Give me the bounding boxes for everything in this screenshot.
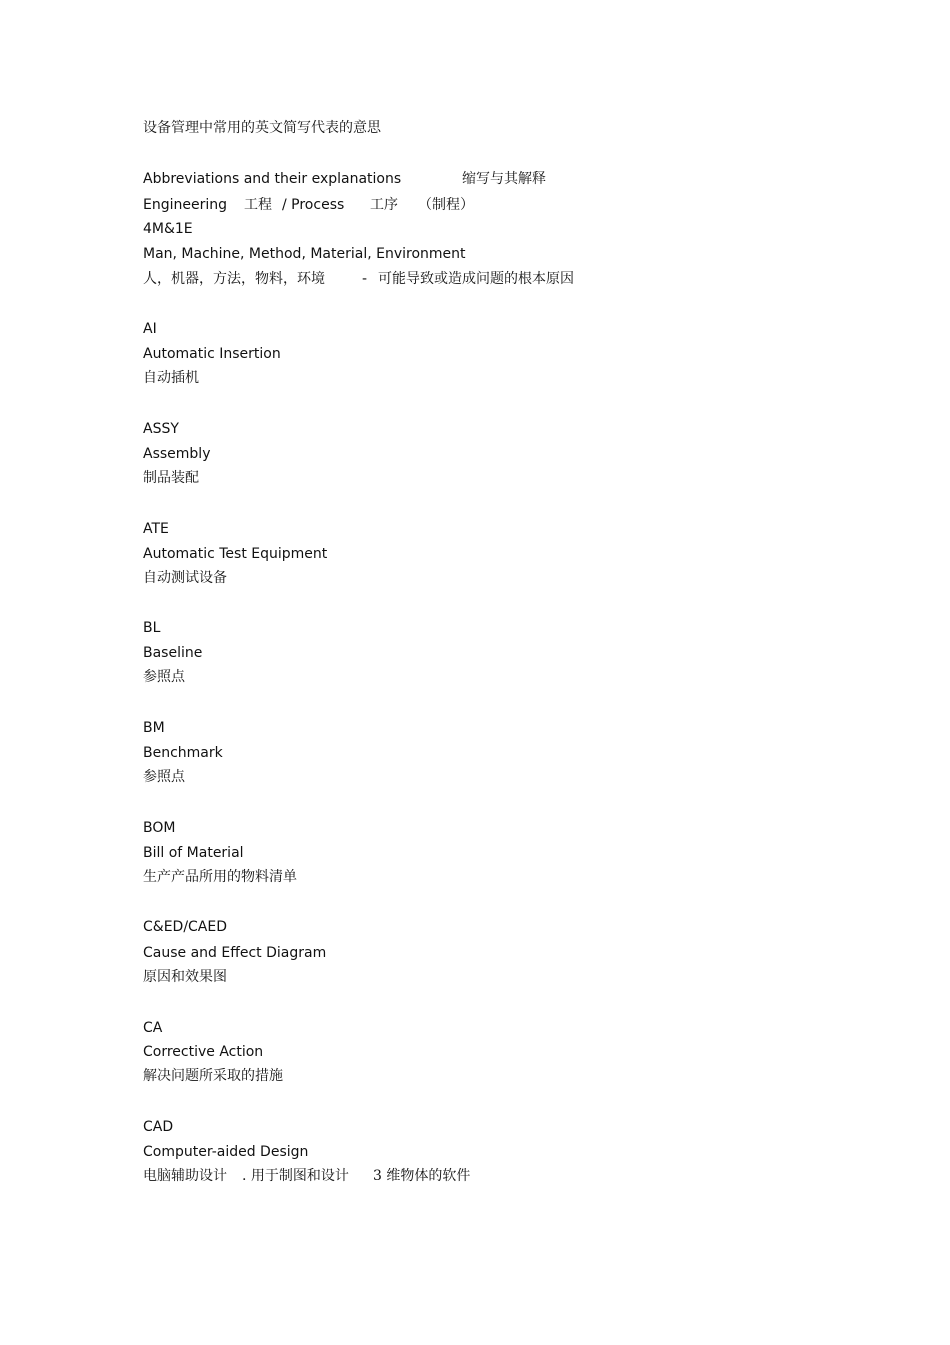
entry-full: Automatic Insertion [143,346,281,362]
entry-full: Benchmark [143,745,223,761]
entry-abbr: CA [143,1020,163,1036]
entry-zh: 制品装配 [143,470,199,486]
entry-zh: 自动插机 [143,370,199,386]
entry-full: Man, Machine, Method, Material, Environment [143,246,466,262]
entry-zh [143,270,603,288]
m4e-dash: - [362,271,368,287]
entry-zh: 参照点 [143,769,185,785]
entry-abbr: BOM [143,820,176,836]
process-zh: 工序 [370,197,398,213]
cad-zh-b: . 用于制图和设计 [242,1168,349,1184]
entry-full: Corrective Action [143,1044,264,1060]
cad-zh-a: 电脑辅助设计 [143,1168,227,1184]
entry-zh [143,1167,543,1185]
entry-abbr: C&ED/CAED [143,919,228,935]
m4e-zh-left: 人，机器，方法，物料，环境 [143,271,325,287]
section-header [143,170,643,188]
entry-full: Automatic Test Equipment [143,546,328,562]
entry-full: Bill of Material [143,845,244,861]
process-note: （制程） [418,197,474,213]
engineering-en: Engineering [143,197,227,213]
entry-abbr: AI [143,321,157,337]
entry-full: Baseline [143,645,203,661]
entry-zh: 解决问题所采取的措施 [143,1068,283,1084]
header-left: Abbreviations and their explanations [143,171,402,187]
entry-abbr: ATE [143,521,169,537]
header-right: 缩写与其解释 [462,171,546,187]
entry-zh: 生产产品所用的物料清单 [143,869,297,885]
entry-full: Cause and Effect Diagram [143,945,327,961]
entry-abbr: 4M&1E [143,221,193,237]
entry-abbr: BM [143,720,165,736]
entry-abbr: CAD [143,1119,174,1135]
entry-full: Assembly [143,446,211,462]
document-title: 设备管理中常用的英文简写代表的意思 [143,120,381,136]
entry-abbr: ASSY [143,421,179,437]
entry-zh: 自动测试设备 [143,570,227,586]
m4e-zh-right: 可能导致或造成问题的根本原因 [378,271,574,287]
entry-zh: 参照点 [143,669,185,685]
cad-zh-c: 3 维物体的软件 [373,1168,471,1184]
engineering-line [143,196,543,214]
entry-zh: 原因和效果图 [143,969,227,985]
engineering-zh: 工程 [244,197,272,213]
entry-abbr: BL [143,620,161,636]
process-en: / Process [282,197,345,213]
entry-full: Computer-aided Design [143,1144,309,1160]
